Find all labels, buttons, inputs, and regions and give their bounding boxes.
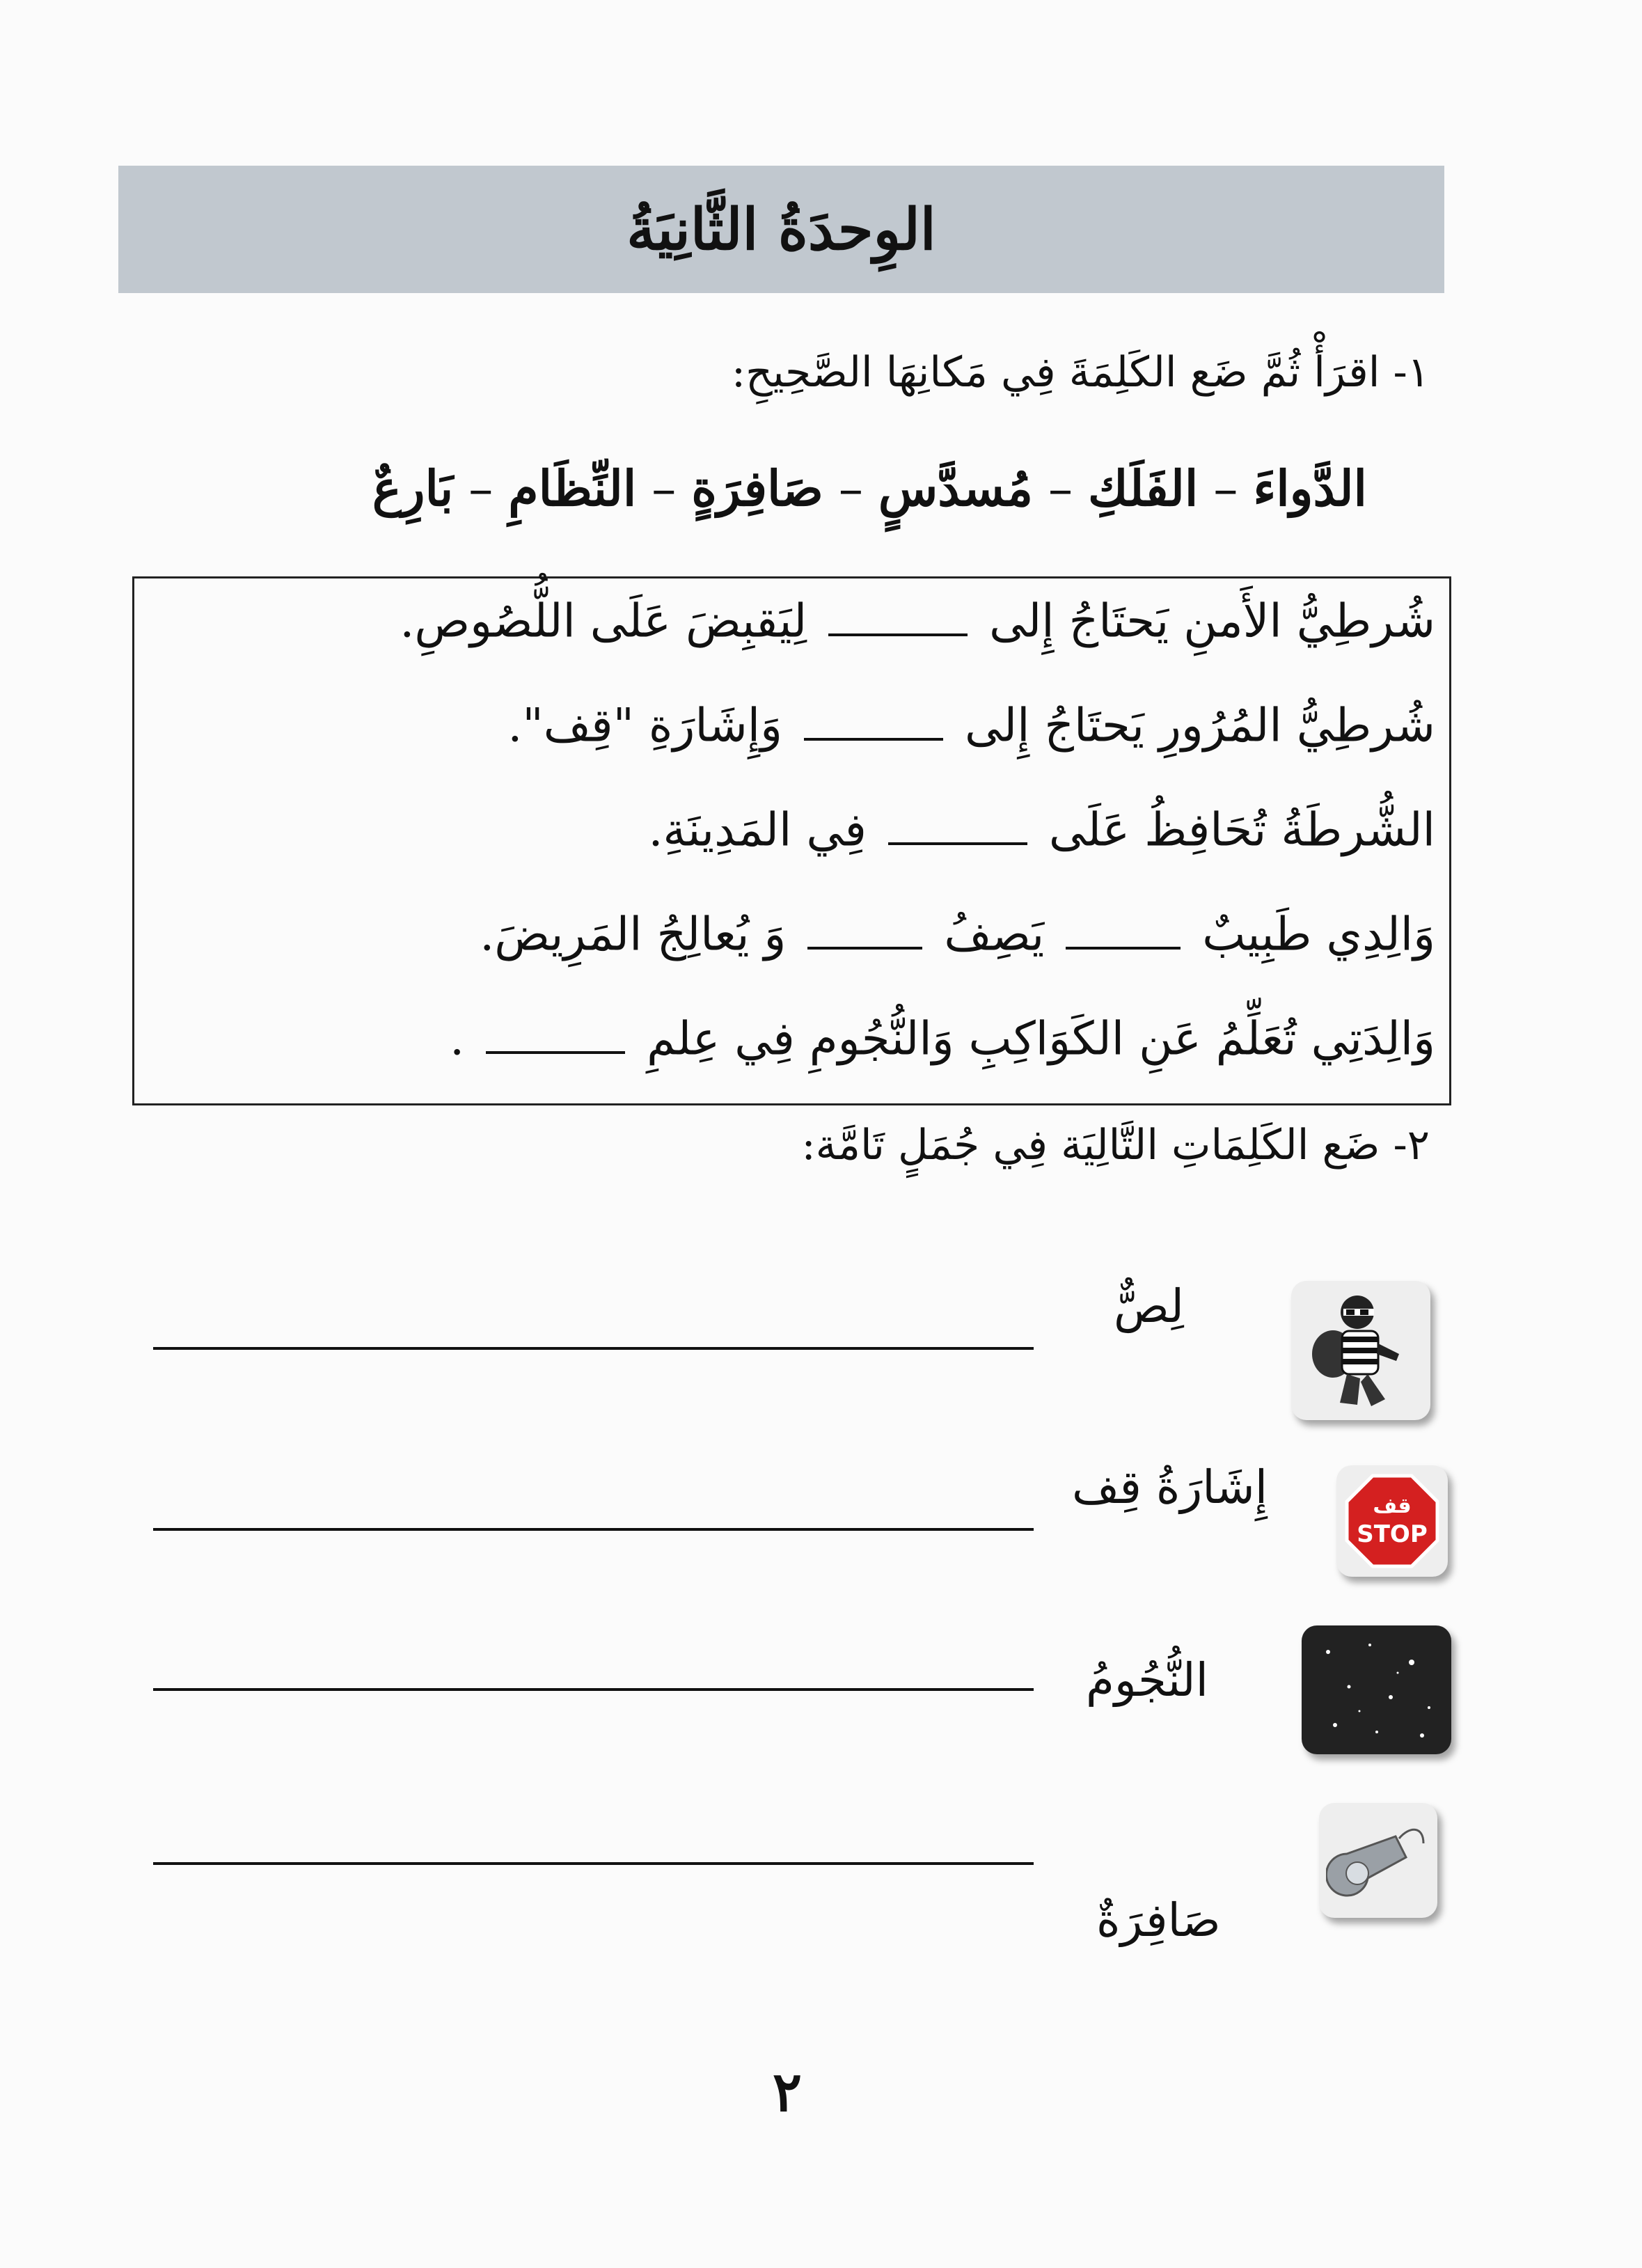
svg-text:قف: قف — [1373, 1494, 1412, 1518]
sentence-4: وَالِدِي طَبِيبٌ يَصِفُ وَ يُعالِجُ المَرِيضَ. — [480, 906, 1435, 961]
answer-line[interactable] — [153, 1688, 1034, 1691]
item-word-stars: النُّجُومُ — [1086, 1653, 1208, 1707]
question-1-heading: ١- اقرَأْ ثُمَّ ضَع الكَلِمَةَ فِي مَكانِهَا الصَّحِيحِ: — [731, 348, 1430, 397]
answer-blank[interactable] — [888, 801, 1027, 845]
answer-line[interactable] — [153, 1347, 1034, 1350]
word-bank: الدَّواءَ–الفَلَكِ–مُسدَّسٍ–صَافِرَةٍ–النِّظَامِ–بَارِعٌ — [372, 459, 1367, 517]
item-word-whistle: صَافِرَةٌ — [1096, 1893, 1221, 1947]
answer-line[interactable] — [153, 1862, 1034, 1865]
sentence-3: الشُّرطَةُ تُحَافِظُ عَلَى فِي المَدِينَةِ. — [648, 801, 1435, 856]
answer-blank[interactable] — [807, 906, 922, 950]
answer-blank[interactable] — [486, 1010, 625, 1054]
word-bank-item: صَافِرَةٍ — [691, 459, 823, 517]
word-bank-item: مُسدَّسٍ — [878, 459, 1033, 517]
stop-sign-icon — [1336, 1465, 1448, 1577]
sentence-5: وَالِدَتِي تُعَلِّمُ عَنِ الكَوَاكِبِ وَالنُّجُومِ فِي عِلمِ . — [450, 1010, 1435, 1065]
word-bank-item: الفَلَكِ — [1087, 459, 1199, 517]
unit-title: الوِحدَةُ الثَّانِيَةُ — [626, 196, 936, 263]
answer-blank[interactable] — [1066, 906, 1181, 950]
unit-title-bar — [118, 166, 1444, 293]
answer-blank[interactable] — [804, 697, 943, 741]
fill-in-blanks-box — [132, 576, 1451, 1105]
thief-icon — [1291, 1281, 1430, 1420]
answer-line[interactable] — [153, 1528, 1034, 1531]
whistle-icon — [1319, 1803, 1437, 1918]
stars-icon — [1302, 1625, 1451, 1754]
answer-blank[interactable] — [828, 592, 968, 636]
sentence-1: شُرطِيُّ الأَمنِ يَحتَاجُ إِلى لِيَقبِضَ عَلَى اللُّصُوصِ. — [400, 592, 1435, 647]
sentence-2: شُرطِيُّ المُرُورِ يَحتَاجُ إِلى وَإِشَارَةِ "قِف". — [507, 697, 1435, 752]
page-number: ٢ — [773, 2061, 802, 2124]
item-word-stop: إِشَارَةُ قِف — [1072, 1460, 1268, 1514]
word-bank-item: النِّظَامِ — [508, 459, 637, 517]
question-2-heading: ٢- ضَع الكَلِمَاتِ التَّالِيَة فِي جُمَلٍ تَامَّة: — [801, 1121, 1430, 1170]
item-word-thief: لِصٌّ — [1114, 1279, 1184, 1333]
word-bank-item: بَارِعٌ — [372, 459, 454, 517]
svg-text:STOP: STOP — [1357, 1520, 1428, 1548]
word-bank-item: الدَّواءَ — [1253, 459, 1367, 517]
